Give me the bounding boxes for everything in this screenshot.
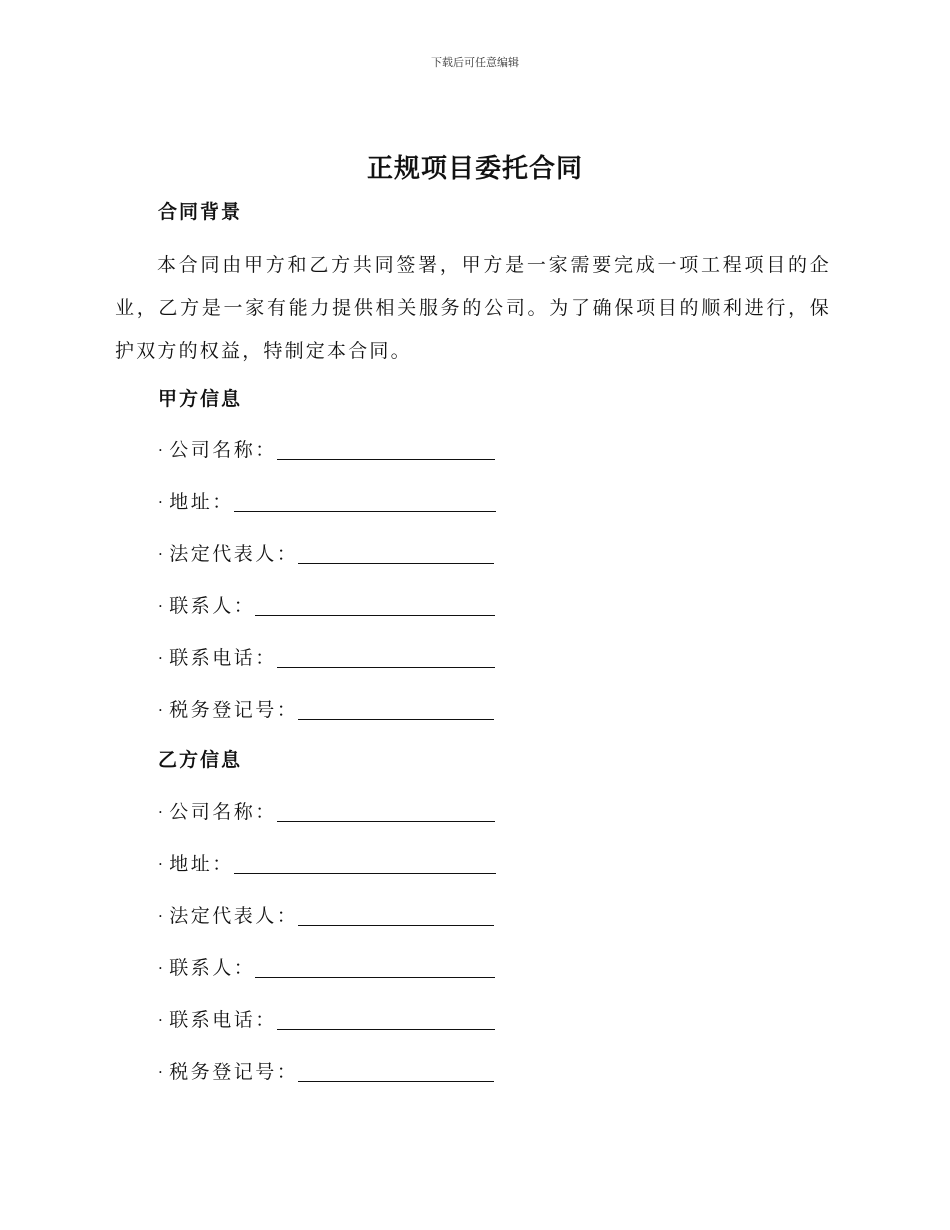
fill-in-blank[interactable] (277, 801, 495, 822)
bullet: · (158, 597, 166, 615)
field-label: 公司名称： (169, 439, 277, 461)
bullet: · (158, 1063, 166, 1081)
bullet: · (158, 1011, 166, 1029)
party-b-address-field (158, 848, 496, 878)
field-label: 税务登记号： (169, 699, 299, 721)
section-heading-party-b: 乙方信息 (158, 749, 243, 771)
field-label: 地址： (169, 853, 234, 875)
party-a-tax-id-field (158, 694, 494, 724)
bullet: · (158, 701, 166, 719)
fill-in-blank[interactable] (277, 439, 495, 460)
party-b-legal-rep-field (158, 900, 494, 930)
party-b-tax-id-field (158, 1056, 494, 1086)
field-label: 联系电话： (169, 1009, 277, 1031)
bullet: · (158, 545, 166, 563)
fill-in-blank[interactable] (298, 905, 494, 926)
bullet: · (158, 649, 166, 667)
fill-in-blank[interactable] (255, 595, 495, 616)
background-paragraph: 本合同由甲方和乙方共同签署，甲方是一家需要完成一项工程项目的企业，乙方是一家有能力提供相关服务的公司。为了确保项目的顺利进行，保护双方的权益，特制定本合同。 (115, 254, 831, 362)
field-label: 法定代表人： (169, 905, 299, 927)
bullet: · (158, 493, 166, 511)
header-note: 下载后可任意编辑 (431, 56, 519, 69)
fill-in-blank[interactable] (234, 853, 496, 874)
party-a-company-name-field (158, 434, 495, 464)
party-a-address-field (158, 486, 496, 516)
bullet: · (158, 803, 166, 821)
bullet: · (158, 855, 166, 873)
field-label: 联系电话： (169, 647, 277, 669)
bullet: · (158, 441, 166, 459)
fill-in-blank[interactable] (255, 957, 495, 978)
field-label: 法定代表人： (169, 543, 299, 565)
fill-in-blank[interactable] (298, 699, 494, 720)
field-label: 税务登记号： (169, 1061, 299, 1083)
field-label: 联系人： (169, 595, 256, 617)
field-label: 公司名称： (169, 801, 277, 823)
fill-in-blank[interactable] (277, 647, 495, 668)
fill-in-blank[interactable] (234, 491, 496, 512)
fill-in-blank[interactable] (298, 543, 494, 564)
party-a-contact-field (158, 590, 495, 620)
party-b-company-name-field (158, 796, 495, 826)
document-title: 正规项目委托合同 (366, 154, 583, 184)
section-heading-background: 合同背景 (158, 201, 243, 223)
bullet: · (158, 907, 166, 925)
party-b-phone-field (158, 1004, 495, 1034)
section-heading-party-a: 甲方信息 (158, 388, 243, 410)
party-a-legal-rep-field (158, 538, 494, 568)
fill-in-blank[interactable] (277, 1009, 495, 1030)
fill-in-blank[interactable] (298, 1061, 494, 1082)
field-label: 联系人： (169, 957, 256, 979)
field-label: 地址： (169, 491, 234, 513)
bullet: · (158, 959, 166, 977)
party-b-contact-field (158, 952, 495, 982)
party-a-phone-field (158, 642, 495, 672)
